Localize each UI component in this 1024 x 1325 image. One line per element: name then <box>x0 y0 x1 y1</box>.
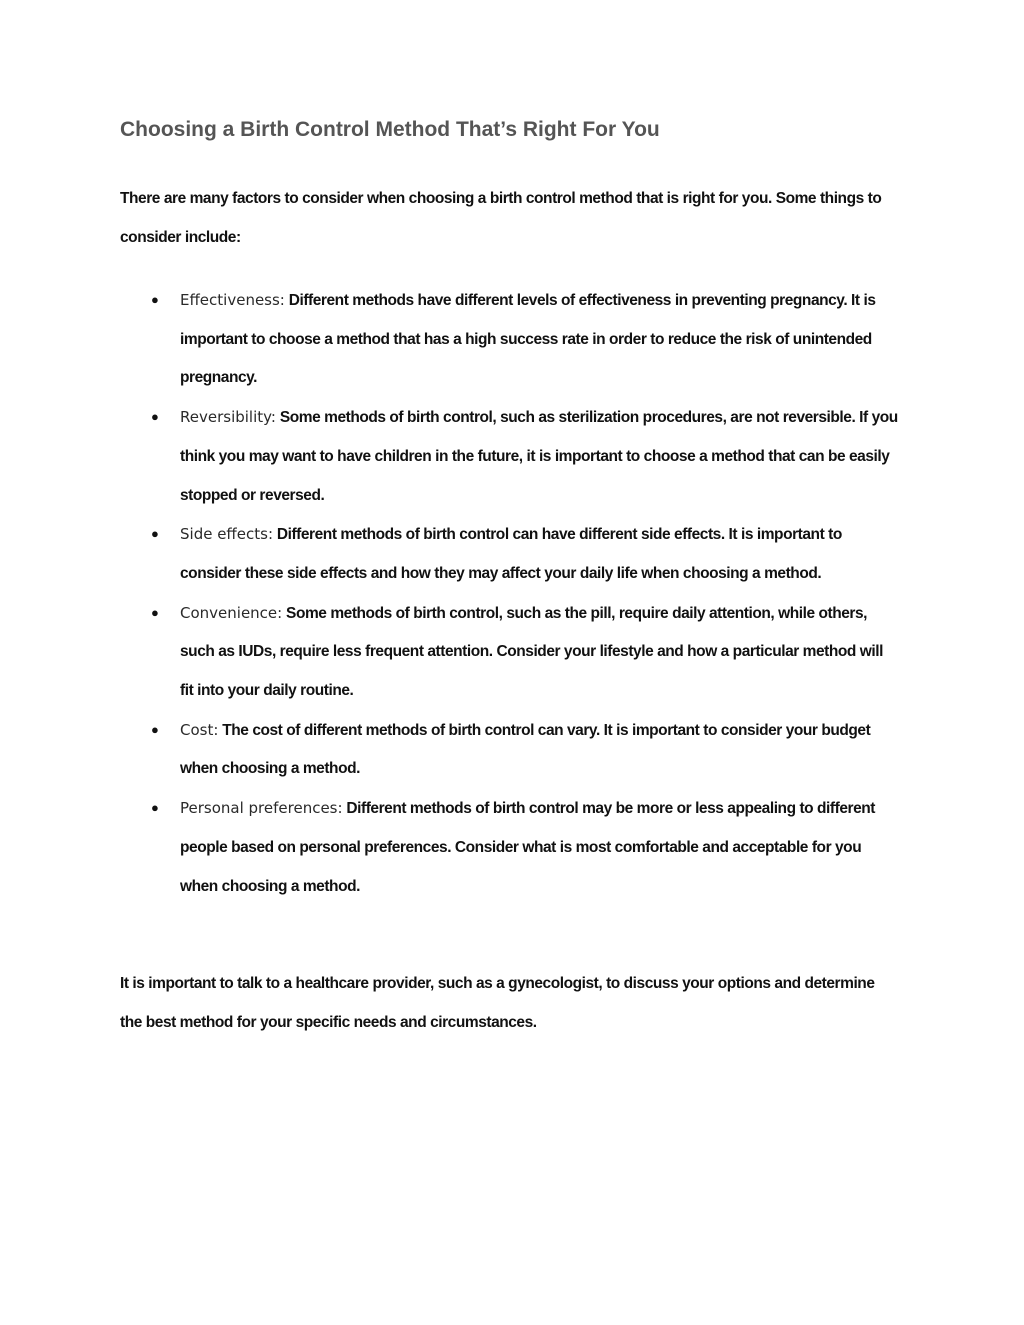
factor-term: Convenience: <box>180 603 283 622</box>
factor-term: Side effects: <box>180 525 273 544</box>
factor-text: The cost of different methods of birth control can vary. It is important to consider your budget when choosing a method. <box>180 721 871 778</box>
factor-term: Reversibility: <box>180 408 276 427</box>
factor-term: Personal preferences: <box>180 799 343 818</box>
bullet-icon: ● <box>151 721 159 737</box>
factor-text: Some methods of birth control, such as the pill, require daily attention, while others, such as IUDs, require less frequent attention. Consider your lifestyle and how a particular method will fit into your daily routine. <box>180 604 883 700</box>
factor-personal-preferences <box>120 789 900 906</box>
factor-effectiveness <box>120 281 900 398</box>
document-title: Choosing a Birth Control Method That’s Right For You <box>120 118 660 141</box>
factors-list <box>120 281 900 906</box>
factor-term: Effectiveness: <box>180 291 285 309</box>
factor-side-effects <box>120 515 900 593</box>
factor-term: Cost: <box>180 720 219 739</box>
factor-text: Different methods of birth control may be more or less appealing to different people based on personal preferences. Consider what is most comfortable and acceptable for you when choosing a method. <box>180 800 875 895</box>
bullet-icon: ● <box>151 409 159 425</box>
factor-text: Different methods have different levels of effectiveness in preventing pregnancy. It is important to choose a method that has a high success rate in order to reduce the risk of unintended pregnancy. <box>180 292 876 387</box>
factor-convenience <box>120 594 900 711</box>
intro-paragraph: There are many factors to consider when choosing a birth control method that is right for you. Some things to consider include: <box>120 190 882 246</box>
bullet-icon: ● <box>151 800 159 816</box>
bullet-icon: ● <box>151 526 159 542</box>
bullet-icon: ● <box>151 604 159 620</box>
factor-text: Some methods of birth control, such as sterilization procedures, are not reversible. If you think you may want to have children in the future, it is important to choose a method that can be easily stopped or reversed. <box>180 409 898 504</box>
conclusion-paragraph: It is important to talk to a healthcare provider, such as a gynecologist, to discuss your options and determine the best method for your specific needs and circumstances. <box>120 975 875 1031</box>
factor-cost <box>120 711 900 789</box>
factor-text: Different methods of birth control can have different side effects. It is important to consider these side effects and how they may affect your daily life when choosing a method. <box>180 526 842 582</box>
factor-reversibility <box>120 398 900 515</box>
bullet-icon: ● <box>151 292 159 307</box>
